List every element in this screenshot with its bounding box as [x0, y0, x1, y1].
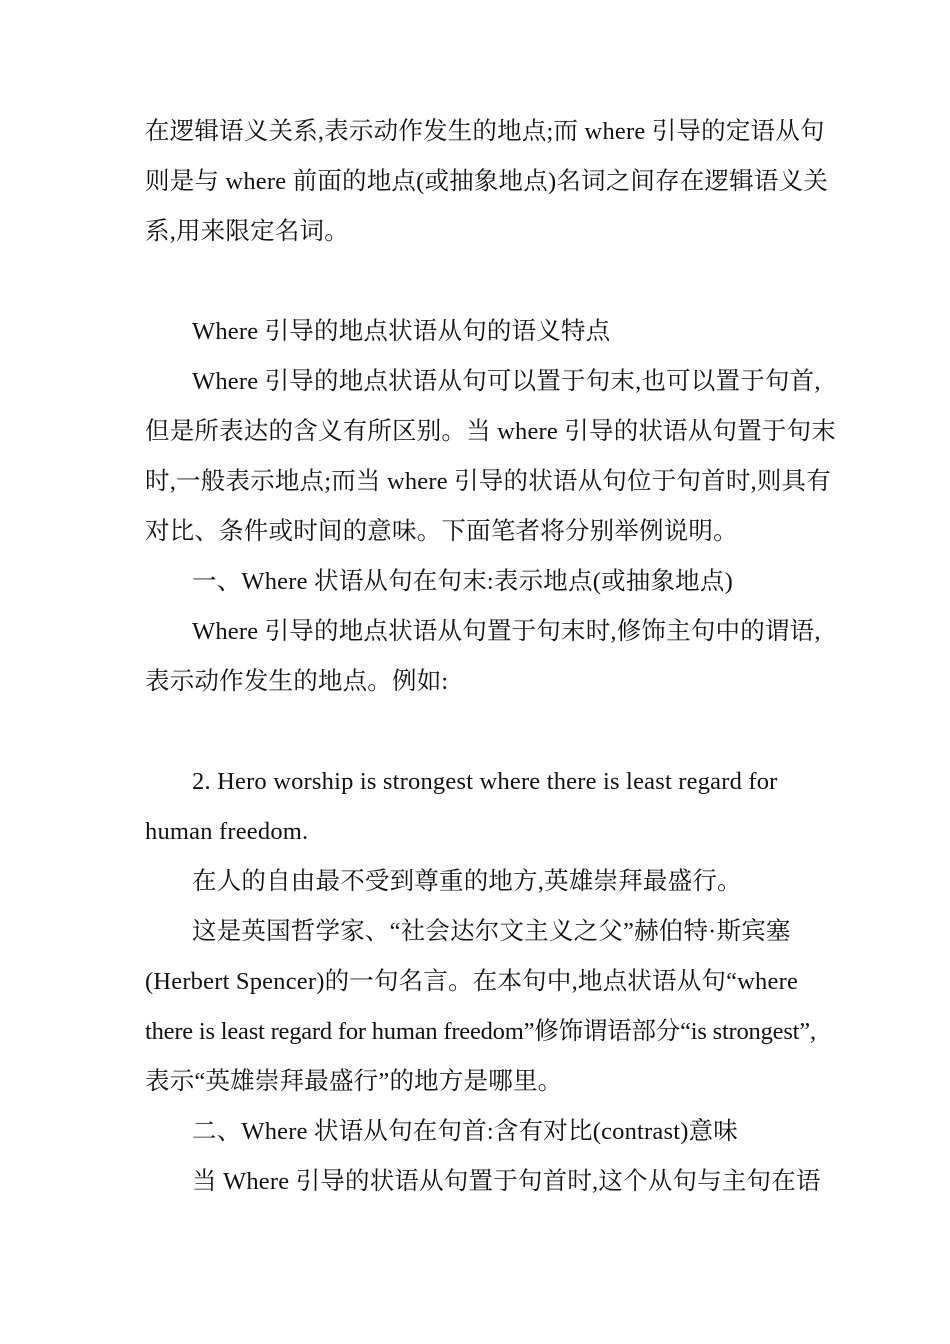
text-line: 但是所表达的含义有所区别。当 where 引导的状语从句置于句末: [145, 418, 836, 445]
text-line: (Herbert Spencer)的一句名言。在本句中,地点状语从句“where: [145, 968, 799, 995]
text-line: 当 Where 引导的状语从句置于句首时,这个从句与主句在语: [192, 1168, 821, 1195]
section-heading: 二、Where 状语从句在句首:含有对比(contrast)意味: [192, 1118, 738, 1145]
text-line: 对比、条件或时间的意味。下面笔者将分别举例说明。: [145, 518, 738, 545]
section-heading: 一、Where 状语从句在句末:表示地点(或抽象地点): [192, 568, 733, 595]
document-page: [145, 107, 836, 1207]
text-line: 系,用来限定名词。: [145, 218, 349, 245]
example-sentence: human freedom.: [145, 818, 309, 845]
paragraph-gap: [145, 257, 815, 307]
text-line: 则是与 where 前面的地点(或抽象地点)名词之间存在逻辑语义关: [145, 168, 829, 195]
section-heading: Where 引导的地点状语从句的语义特点: [192, 318, 611, 345]
text-line: there is least regard for human freedom”修饰谓语部分“is strongest”,: [145, 1018, 816, 1045]
example-sentence: 2. Hero worship is strongest where there is least regard for: [192, 768, 778, 795]
paragraph-gap: [145, 707, 815, 757]
text-line: Where 引导的地点状语从句可以置于句末,也可以置于句首,: [192, 368, 821, 395]
text-line: 在逻辑语义关系,表示动作发生的地点;而 where 引导的定语从句: [145, 118, 825, 145]
text-line: 这是英国哲学家、“社会达尔文主义之父”赫伯特·斯宾塞: [192, 918, 791, 945]
text-line: 表示动作发生的地点。例如:: [145, 668, 449, 695]
translation-line: 在人的自由最不受到尊重的地方,英雄崇拜最盛行。: [192, 868, 742, 895]
text-line: 时,一般表示地点;而当 where 引导的状语从句位于句首时,则具有: [145, 468, 831, 495]
text-line: Where 引导的地点状语从句置于句末时,修饰主句中的谓语,: [192, 618, 821, 645]
text-line: 表示“英雄崇拜最盛行”的地方是哪里。: [145, 1068, 563, 1095]
